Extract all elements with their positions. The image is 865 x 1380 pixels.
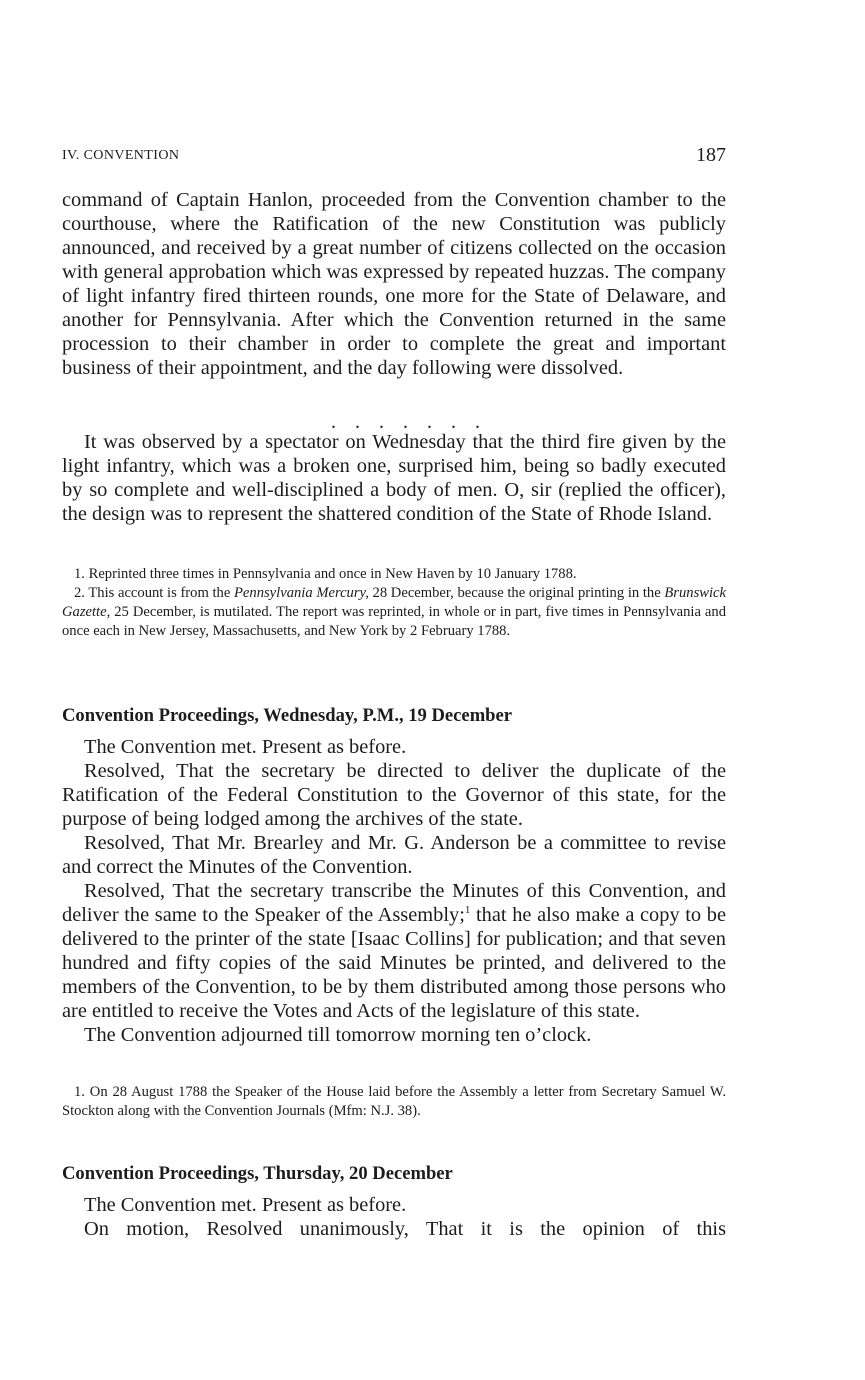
footnote-2-title-gazette: Brunswick Gazette,	[62, 585, 726, 620]
footnote-ref-1: 1	[464, 904, 471, 917]
footnotes-block-2	[62, 1083, 726, 1121]
continued-paragraph: command of Captain Hanlon, proceeded from the Convention chamber to the courthouse, where the Ratification of the new Constitution was publicly announced, and received by a great number of citizens collected on the occasion with general approbation which was expressed by repeated huzzas. The company of light infantry fired thirteen rounds, one more for the State of Delaware, and another for Pennsylvania. After which the Convention returned in the same procession to their chamber in order to complete the great and important business of their appointment, and the day following were dissolved.	[62, 189, 726, 379]
section-thursday	[62, 1162, 726, 1186]
footnote-wednesday-1: 1. On 28 August 1788 the Speaker of the House laid before the Assembly a letter from Secretary Samuel W. Stockton along with the Convention Journals (Mfm: N.J. 38).	[62, 1084, 726, 1119]
continued-paragraph-block	[62, 188, 726, 380]
thursday-met-paragraph: The Convention met. Present as before.	[84, 1194, 407, 1216]
footnote-2-title-mercury: Pennsylvania Mercury,	[234, 585, 369, 601]
ellipsis-block	[62, 412, 726, 432]
running-head	[62, 144, 726, 168]
section-thursday-body	[62, 1193, 726, 1241]
thursday-motion-paragraph: On motion, Resolved unanimously, That it is the opinion of this	[84, 1218, 726, 1240]
running-head-section: IV. CONVENTION	[62, 148, 180, 163]
wednesday-adjourned-paragraph: The Convention adjourned till tomorrow morning ten o’clock.	[84, 1024, 592, 1046]
anecdote-paragraph: It was observed by a spectator on Wednesday that the third fire given by the light infantry, which was a broken one, surprised him, being so badly executed by so complete and well-disciplined a body of men. O, sir (replied the officer), the design was to represent the shattered condition of the State of Rhode Island.	[62, 431, 726, 525]
footnotes-block-1	[62, 565, 726, 641]
footnote-1: 1. Reprinted three times in Pennsylvania and once in New Haven by 10 January 1788.	[74, 566, 577, 582]
section-heading-thursday: Convention Proceedings, Thursday, 20 December	[62, 1163, 453, 1184]
section-heading-wednesday: Convention Proceedings, Wednesday, P.M., 19 December	[62, 705, 513, 726]
ellipsis-dots: . . . . . . .	[331, 411, 487, 433]
wednesday-met-paragraph: The Convention met. Present as before.	[84, 736, 407, 758]
section-wednesday-body	[62, 735, 726, 1047]
footnote-2: 2. This account is from the Pennsylvania Mercury, 28 December, because the original printing in the Brunswick Gazette, 25 December, is mutilated. The report was reprinted, in whole or in part, five times in Pennsylvania and once each in New Jersey, Massachusetts, and New York by 2 February 1788.	[62, 585, 726, 639]
wednesday-resolution-committee: Resolved, That Mr. Brearley and Mr. G. Anderson be a committee to revise and correct the Minutes of the Convention.	[62, 832, 726, 878]
wednesday-resolution-duplicate: Resolved, That the secretary be directed to deliver the duplicate of the Ratification of the Federal Constitution to the Governor of this state, for the purpose of being lodged among the archives of the state.	[62, 760, 726, 830]
anecdote-paragraph-block	[62, 430, 726, 526]
wednesday-resolution-minutes: Resolved, That the secretary transcribe the Minutes of this Convention, and deliver the same to the Speaker of the Assembly;$^1$ that he also make a copy to be delivered to the printer of the state [Isaac Collins] for publication; and that seven hundred and fifty copies of the said Minutes be printed, and delivered to the members of the Convention, to be by them distributed among those persons who are entitled to receive the Votes and Acts of the legislature of this state.	[62, 880, 726, 1022]
section-wednesday	[62, 704, 726, 728]
page-number: 187	[696, 144, 726, 166]
